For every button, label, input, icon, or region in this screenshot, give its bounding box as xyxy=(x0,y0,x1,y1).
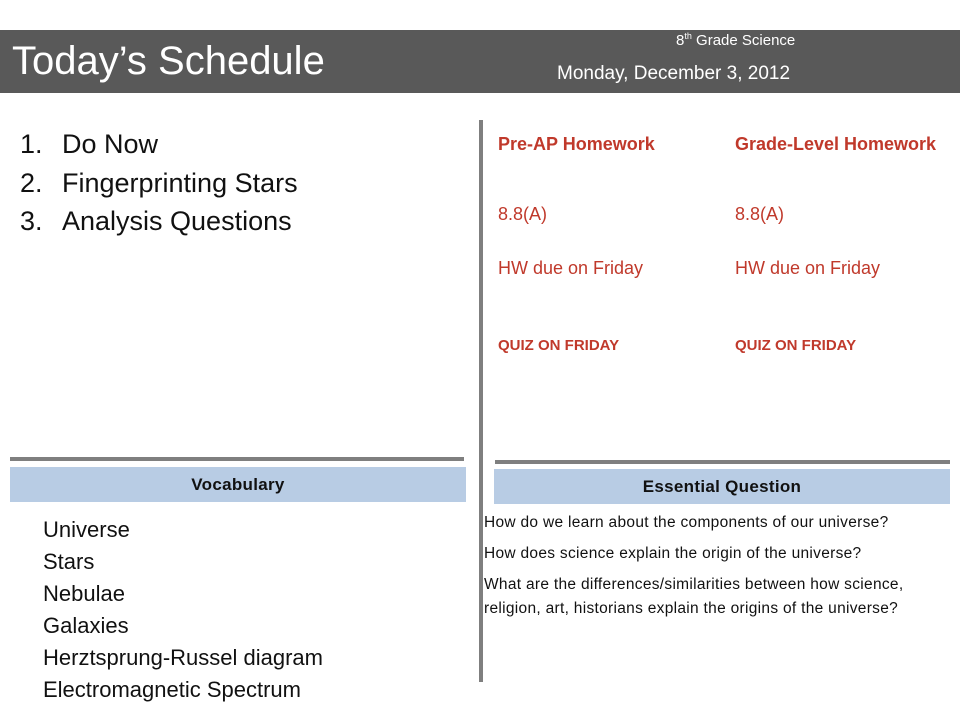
vocabulary-item: Electromagnetic Spectrum xyxy=(43,677,301,702)
essential-question-list xyxy=(484,511,956,628)
vocabulary-item: Nebulae xyxy=(43,581,125,606)
agenda-item xyxy=(20,164,298,203)
course-grade: 8 xyxy=(676,32,685,49)
vocabulary-list xyxy=(43,514,323,706)
vocabulary-rule xyxy=(10,457,464,461)
agenda-item-label: Do Now xyxy=(62,129,159,159)
essential-question-item: How does science explain the origin of the universe? xyxy=(484,545,862,562)
vocabulary-item: Herztsprung-Russel diagram xyxy=(43,645,323,670)
course-label xyxy=(676,31,795,49)
vocabulary-item: Galaxies xyxy=(43,613,129,638)
essential-question-item: What are the differences/similarities between how science, religion, art, historians explain the origins of the universe? xyxy=(484,576,904,617)
vertical-divider xyxy=(479,120,483,682)
vocabulary-item: Stars xyxy=(43,549,95,574)
header-bar xyxy=(0,30,960,93)
page-title: Today’s Schedule xyxy=(12,39,325,83)
agenda-item-label: Analysis Questions xyxy=(62,206,292,236)
grade-level-quiz-note: QUIZ ON FRIDAY xyxy=(735,337,857,354)
grade-level-homework-column xyxy=(735,133,950,354)
pre-ap-due-note: HW due on Friday xyxy=(498,258,644,278)
course-name: Grade Science xyxy=(691,32,796,49)
essential-question-rule xyxy=(495,460,950,464)
schedule-date: Monday, December 3, 2012 xyxy=(557,63,791,84)
course-suffix: th xyxy=(684,31,692,41)
grade-level-homework-heading: Grade-Level Homework xyxy=(735,134,937,154)
pre-ap-homework-heading: Pre-AP Homework xyxy=(498,134,655,154)
vocabulary-heading: Vocabulary xyxy=(10,467,466,502)
agenda-item-number: 2. xyxy=(20,167,43,198)
grade-level-due-note: HW due on Friday xyxy=(735,258,881,278)
agenda-item-number: 3. xyxy=(20,206,43,236)
essential-question-heading: Essential Question xyxy=(494,469,950,504)
agenda-item xyxy=(20,202,298,241)
agenda-item xyxy=(20,125,298,164)
vocabulary-item: Universe xyxy=(43,517,130,542)
pre-ap-quiz-note: QUIZ ON FRIDAY xyxy=(498,337,620,354)
agenda-item-label: Fingerprinting Stars xyxy=(62,167,298,198)
agenda-list xyxy=(20,125,298,241)
pre-ap-standard-code: 8.8(A) xyxy=(498,204,548,224)
essential-question-item: How do we learn about the components of our universe? xyxy=(484,514,889,531)
grade-level-standard-code: 8.8(A) xyxy=(735,204,785,224)
agenda-item-number: 1. xyxy=(20,129,43,159)
pre-ap-homework-column xyxy=(498,133,713,354)
